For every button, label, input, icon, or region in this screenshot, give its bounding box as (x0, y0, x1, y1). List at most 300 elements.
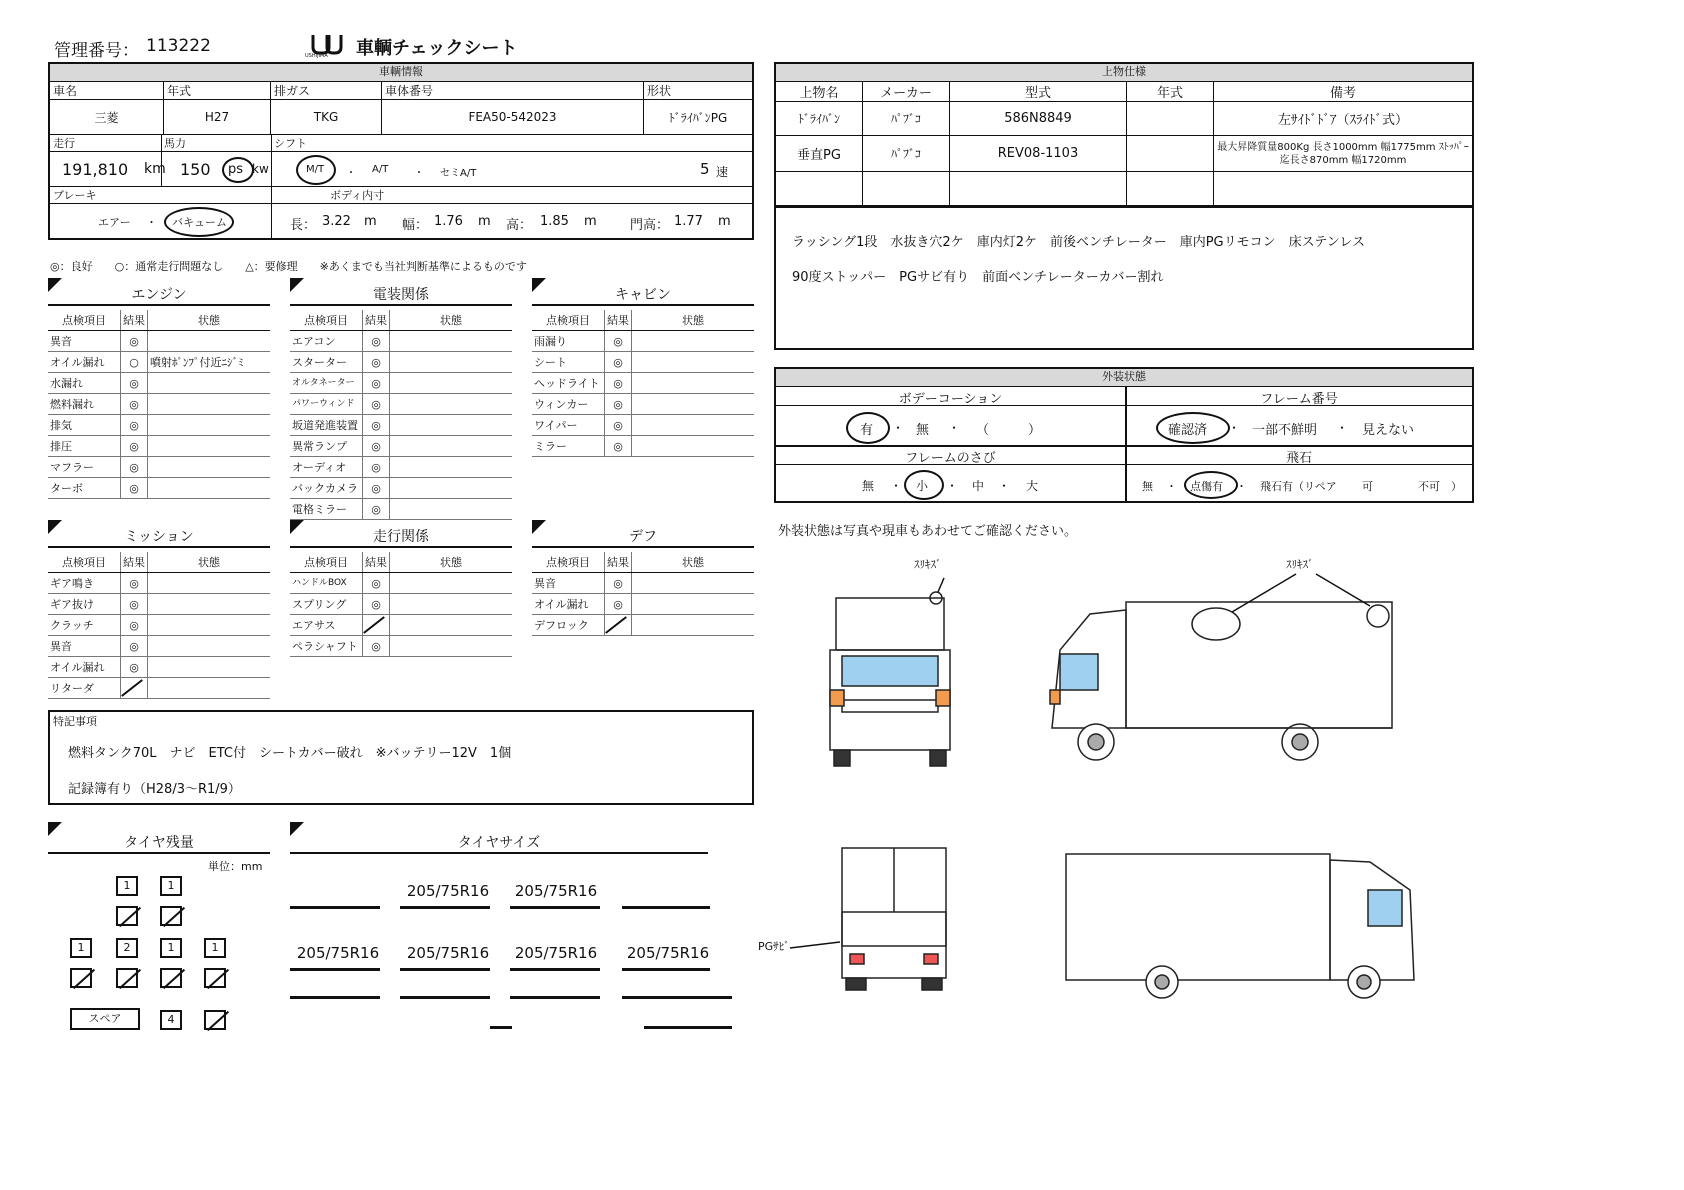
check-row (532, 373, 754, 394)
rust-none: 無 (862, 479, 875, 493)
check-header-result: 結果 (363, 310, 390, 331)
emission-value: TKG (271, 100, 382, 135)
brake-vacuum: バキューム (172, 216, 227, 229)
dim-height-label: 高： (506, 218, 533, 233)
frame-ok-circle (1156, 412, 1230, 444)
check-row (290, 594, 512, 615)
tire-size-rear-3: 205/75R16 (514, 944, 598, 962)
page-title: 車輌チェックシート (356, 38, 518, 59)
check-row (290, 457, 512, 478)
check-row (290, 352, 512, 373)
check-item: 坂道発進装置 (290, 415, 363, 436)
rust-small: 小 (916, 479, 929, 493)
scratch-label-2: ｽﾘｷｽﾞ (1286, 558, 1314, 571)
upper-row1-model: 586N8849 (950, 102, 1127, 136)
shift-dot-1: ・ (346, 168, 356, 179)
year-value: H27 (164, 100, 271, 135)
check-state (390, 594, 513, 615)
engine-table (48, 310, 270, 499)
check-item: オルタネーター (290, 373, 363, 394)
dim-length: 3.22 (322, 214, 351, 229)
maker-label: 車名 (50, 82, 164, 100)
check-header-item: 点検項目 (290, 552, 363, 573)
check-result: ◎ (363, 331, 390, 352)
dim-length-label: 長： (290, 218, 317, 233)
check-row (48, 478, 270, 499)
check-row (48, 373, 270, 394)
tire-line (400, 906, 490, 909)
check-row (532, 594, 754, 615)
check-header-state: 状態 (390, 310, 513, 331)
sep-dot: ・ (946, 479, 959, 493)
tire-front-right: 1 (160, 876, 182, 896)
n/a-slash (363, 616, 385, 634)
check-item: 異音 (48, 331, 121, 352)
check-result: ◎ (363, 636, 390, 657)
check-item: オイル漏れ (48, 657, 121, 678)
check-item: 燃料漏れ (48, 394, 121, 415)
frame-ok: 確認済 (1168, 423, 1208, 438)
check-row (290, 394, 512, 415)
stone-repair-ok: 可 (1362, 480, 1373, 493)
shift-at: A/T (372, 164, 389, 175)
check-result: ◎ (363, 415, 390, 436)
logo-text: USHIJIMA (305, 53, 328, 59)
vehicle-info-box (48, 62, 754, 240)
check-item: 電格ミラー (290, 499, 363, 520)
stone-dent: 点傷有 (1190, 480, 1223, 493)
check-state (632, 373, 755, 394)
tire-line (290, 968, 380, 971)
check-header-result: 結果 (121, 310, 148, 331)
mileage-unit: km (144, 161, 166, 177)
power-unit-ps: ps (228, 162, 244, 177)
check-header-result: 結果 (605, 552, 632, 573)
check-result: ◎ (363, 499, 390, 520)
tire-front-left-n/a (116, 906, 138, 926)
check-item: スターター (290, 352, 363, 373)
truck-front-view (830, 592, 950, 766)
mt-circle (296, 155, 336, 185)
cabin-table (532, 310, 754, 457)
pg-rust-label: PGｻﾋﾞ (758, 940, 790, 953)
upper-row1-note: 左ｻｲﾄﾞﾄﾞｱ（ｽﾗｲﾄﾞ式） (1214, 102, 1473, 136)
dim-width-unit: m (478, 214, 491, 229)
tire-line (510, 968, 600, 971)
electric-title: 電装関係 (290, 284, 512, 306)
legend: ◎：良好 ○：通常走行問題なし △：要修理 ※あくまでも当社判断基準によるものです (50, 260, 527, 273)
shape-value: ﾄﾞﾗｲﾊﾞﾝPG (644, 100, 753, 135)
tire-rear-1: 1 (70, 938, 92, 958)
check-result: ○ (121, 352, 148, 373)
truck-diagrams (760, 550, 1440, 1000)
check-item: ミラー (532, 436, 605, 457)
check-state: 噴射ﾎﾟﾝﾌﾟ付近ﾆｼﾞﾐ (148, 352, 271, 373)
sep-dot: ・ (1166, 480, 1177, 493)
upper-col-maker: メーカー (863, 82, 950, 102)
check-state (632, 436, 755, 457)
check-item: ペラシャフト (290, 636, 363, 657)
check-header-item: 点検項目 (290, 310, 363, 331)
sep-dot: ・ (998, 479, 1011, 493)
dim-door-label: 門高： (630, 218, 670, 233)
shift-label: シフト (274, 137, 307, 150)
check-state (148, 457, 271, 478)
annotation-arrows (790, 574, 1370, 948)
check-row (48, 573, 270, 594)
check-item: ハンドルBOX (290, 573, 363, 594)
check-state (390, 499, 513, 520)
tire-line (290, 996, 380, 999)
check-item: オーディオ (290, 457, 363, 478)
check-row (290, 436, 512, 457)
check-state (390, 478, 513, 499)
special-notes-box (48, 710, 754, 805)
exterior-box (774, 367, 1474, 503)
brake-dot: ・ (146, 216, 157, 229)
upper-row2-note: 最大昇降質量800Kg 長さ1000mm 幅1775mm ｽﾄｯﾊﾟｰ迄長さ870mm 幅1720mm (1214, 136, 1473, 172)
mileage-label: 走行 (53, 137, 75, 150)
ps-circle (222, 157, 254, 183)
check-result: ◎ (121, 436, 148, 457)
check-state (148, 415, 271, 436)
management-number-label: 管理番号： (54, 41, 139, 61)
tire-size-rear-1: 205/75R16 (296, 944, 380, 962)
decoration-paren: （ ） (976, 423, 1042, 438)
dim-width: 1.76 (434, 214, 463, 229)
check-item: 水漏れ (48, 373, 121, 394)
rust-title: フレームのさび (905, 451, 996, 466)
check-result: ◎ (121, 478, 148, 499)
shift-dot-2: ・ (414, 168, 424, 179)
upper-row1-name: ﾄﾞﾗｲﾊﾞﾝ (776, 102, 863, 136)
check-result: ◎ (121, 415, 148, 436)
check-row (290, 415, 512, 436)
n/a-slash (605, 616, 627, 634)
check-state (148, 436, 271, 457)
tire-line (290, 906, 380, 909)
tire-rear-4: 1 (204, 938, 226, 958)
decoration-title: ボデーコーション (898, 392, 1003, 407)
check-result: ◎ (605, 373, 632, 394)
check-state (390, 394, 513, 415)
check-row (48, 436, 270, 457)
tire-size-rear-4: 205/75R16 (626, 944, 710, 962)
sep-dot: ・ (1236, 480, 1247, 493)
check-state (390, 615, 513, 636)
check-result: ◎ (121, 373, 148, 394)
check-row (532, 415, 754, 436)
tire-size-rear-2: 205/75R16 (406, 944, 490, 962)
check-state (632, 415, 755, 436)
check-result: ◎ (121, 615, 148, 636)
tire-rear-1-n/a (70, 968, 92, 988)
power-value: 150 (180, 160, 211, 179)
exterior-header: 外装状態 (776, 369, 1472, 387)
check-item: ギア鳴き (48, 573, 121, 594)
check-header-state: 状態 (632, 310, 755, 331)
check-result: ◎ (121, 331, 148, 352)
check-row (48, 615, 270, 636)
check-item: 異常ランプ (290, 436, 363, 457)
chassis-label: 車体番号 (382, 82, 644, 100)
check-item: 異音 (48, 636, 121, 657)
check-header-state: 状態 (148, 310, 271, 331)
brake-label: ブレーキ (53, 189, 97, 202)
check-header-result: 結果 (121, 552, 148, 573)
tire-size-title: タイヤサイズ (290, 832, 708, 854)
spare-label: スペア (70, 1008, 140, 1030)
stone-title: 飛石 (1285, 451, 1312, 466)
check-state (148, 373, 271, 394)
check-state (390, 436, 513, 457)
check-result: ◎ (121, 573, 148, 594)
engine-title: エンジン (48, 284, 270, 306)
check-state (390, 331, 513, 352)
running-table (290, 552, 512, 657)
check-state (148, 394, 271, 415)
upper-row3-maker (863, 172, 950, 206)
check-item: 異音 (532, 573, 605, 594)
power-label: 馬力 (164, 137, 186, 150)
check-row (290, 499, 512, 520)
upper-row3-note (1214, 172, 1473, 206)
check-state (148, 636, 271, 657)
check-row (48, 457, 270, 478)
check-state (390, 415, 513, 436)
tire-size-front-1: 205/75R16 (406, 882, 490, 900)
check-state (148, 657, 271, 678)
upper-spec-header: 上物仕様 (776, 64, 1472, 82)
tire-spare-n/a (204, 1010, 226, 1030)
check-result: ◎ (605, 352, 632, 373)
check-state (390, 373, 513, 394)
check-item: 雨漏り (532, 331, 605, 352)
shift-mt: M/T (306, 164, 325, 175)
gears-value: 5 (700, 160, 710, 178)
rust-mid: 中 (972, 479, 985, 493)
dim-width-label: 幅： (402, 218, 429, 233)
check-header-result: 結果 (605, 310, 632, 331)
check-item: クラッチ (48, 615, 121, 636)
power-unit-kw: kw (252, 162, 269, 176)
chassis-value: FEA50-542023 (382, 100, 644, 135)
check-item: リターダ (48, 678, 121, 699)
maker-value: 三菱 (50, 100, 164, 135)
vehicle-info-table (49, 81, 753, 135)
check-state (390, 636, 513, 657)
upper-notes-line1: ラッシング1段 水抜き穴2ケ 庫内灯2ケ 前後ベンチレーター 庫内PGリモコン 床ステンレス (792, 235, 1365, 250)
check-item: バックカメラ (290, 478, 363, 499)
check-state (148, 678, 271, 699)
check-result: ◎ (363, 457, 390, 478)
mission-title: ミッション (48, 526, 270, 548)
check-header-state: 状態 (148, 552, 271, 573)
sep-dot: ・ (890, 479, 903, 493)
upper-row2-model: REV08-1103 (950, 136, 1127, 172)
check-row (532, 615, 754, 636)
decoration-no: 無 (916, 423, 930, 438)
check-result: ◎ (363, 352, 390, 373)
check-item: 排圧 (48, 436, 121, 457)
check-row (48, 331, 270, 352)
check-result: ◎ (121, 657, 148, 678)
stone-chip: 飛石有（リペア (1260, 480, 1337, 493)
upper-row2-maker: ﾊﾟﾌﾞｺ (863, 136, 950, 172)
check-row (532, 573, 754, 594)
sep-dot: ・ (892, 421, 905, 435)
check-result: ◎ (363, 478, 390, 499)
gears-unit: 速 (716, 165, 729, 179)
truck-side-view (1050, 602, 1392, 760)
check-item: スプリング (290, 594, 363, 615)
tire-rear-3: 1 (160, 938, 182, 958)
check-row (290, 615, 512, 636)
tire-rear-2: 2 (116, 938, 138, 958)
mileage-value: 191,810 (62, 160, 129, 179)
check-row (48, 657, 270, 678)
special-line2: 記録簿有り（H28/3～R1/9） (68, 782, 241, 797)
frame-no-title: フレーム番号 (1260, 392, 1338, 407)
check-item: エアサス (290, 615, 363, 636)
vacuum-circle (164, 207, 234, 237)
exterior-note: 外装状態は写真や現車もあわせてご確認ください。 (778, 524, 1078, 539)
check-result: ◎ (363, 373, 390, 394)
check-item: ウィンカー (532, 394, 605, 415)
check-header-result: 結果 (363, 552, 390, 573)
special-line1: 燃料タンク70L ナビ ETC付 シートカバー破れ ※バッテリー12V 1個 (68, 746, 512, 761)
check-row (48, 594, 270, 615)
running-title: 走行関係 (290, 526, 512, 548)
tire-line (510, 906, 600, 909)
check-result: ◎ (121, 594, 148, 615)
dim-length-unit: m (364, 214, 377, 229)
check-row (48, 636, 270, 657)
frame-partial: 一部不鮮明 (1252, 423, 1318, 438)
check-state (632, 331, 755, 352)
tire-rear-4-n/a (204, 968, 226, 988)
upper-col-year: 年式 (1127, 82, 1214, 102)
check-result: ◎ (121, 394, 148, 415)
check-result: ◎ (363, 394, 390, 415)
check-result: ◎ (605, 331, 632, 352)
tire-line (644, 1026, 732, 1029)
tire-unit: 単位：mm (208, 860, 263, 873)
frame-none: 見えない (1362, 423, 1415, 438)
upper-col-model: 型式 (950, 82, 1127, 102)
vehicle-info-header: 車輌情報 (50, 64, 752, 82)
check-row (532, 352, 754, 373)
cabin-title: キャビン (532, 284, 754, 306)
check-state (148, 331, 271, 352)
check-row (290, 573, 512, 594)
brake-air: エアー (98, 216, 131, 229)
check-state (390, 573, 513, 594)
tire-front-right-n/a (160, 906, 182, 926)
scratch-label-1: ｽﾘｷｽﾞ (914, 558, 942, 571)
upper-row3-year (1127, 172, 1214, 206)
check-result (363, 615, 390, 636)
check-header-state: 状態 (632, 552, 755, 573)
tire-size-front-2: 205/75R16 (514, 882, 598, 900)
check-row (290, 636, 512, 657)
check-row (48, 415, 270, 436)
check-row (48, 394, 270, 415)
check-state (632, 615, 755, 636)
check-result: ◎ (605, 415, 632, 436)
check-result: ◎ (363, 594, 390, 615)
check-item: 排気 (48, 415, 121, 436)
check-row (48, 678, 270, 699)
tire-line (622, 996, 732, 999)
tire-remain-title: タイヤ残量 (48, 832, 270, 854)
tire-rear-3-n/a (160, 968, 182, 988)
check-item: ターボ (48, 478, 121, 499)
check-state (390, 457, 513, 478)
stone-dent-circle (1184, 471, 1238, 499)
upper-row2-name: 垂直PG (776, 136, 863, 172)
n/a-slash (121, 679, 143, 697)
upper-spec-box (774, 62, 1474, 350)
check-state (632, 594, 755, 615)
check-header-item: 点検項目 (48, 552, 121, 573)
shape-label: 形状 (644, 82, 753, 100)
check-result: ◎ (121, 636, 148, 657)
management-number: 113222 (146, 36, 211, 56)
upper-col-name: 上物名 (776, 82, 863, 102)
check-item: シート (532, 352, 605, 373)
dim-height-unit: m (584, 214, 597, 229)
truck-side-view-2 (1066, 854, 1414, 998)
check-state (632, 352, 755, 373)
check-state (632, 573, 755, 594)
dim-height: 1.85 (540, 214, 569, 229)
body-inner-label: ボディ内寸 (330, 189, 385, 202)
diff-table (532, 552, 754, 636)
check-item: デフロック (532, 615, 605, 636)
check-item: エアコン (290, 331, 363, 352)
tire-line (510, 996, 600, 999)
check-state (632, 394, 755, 415)
upper-notes-line2: 90度ストッパー PGサビ有り 前面ベンチレーターカバー割れ (792, 270, 1164, 285)
upper-row2-year (1127, 136, 1214, 172)
truck-rear-view (842, 848, 946, 990)
upper-col-note: 備考 (1214, 82, 1473, 102)
check-state (390, 352, 513, 373)
decoration-yes: 有 (860, 423, 874, 438)
emission-label: 排ガス (271, 82, 382, 100)
check-item: ギア抜け (48, 594, 121, 615)
check-row (532, 331, 754, 352)
tire-line (622, 968, 710, 971)
dim-door: 1.77 (674, 214, 703, 229)
check-result: ◎ (605, 394, 632, 415)
tire-line (490, 1026, 512, 1029)
upper-row3-model (950, 172, 1127, 206)
check-state (148, 478, 271, 499)
sep-dot: ・ (948, 421, 961, 435)
dim-door-unit: m (718, 214, 731, 229)
sep-dot: ・ (1336, 421, 1349, 435)
check-item: ヘッドライト (532, 373, 605, 394)
check-state (148, 594, 271, 615)
check-result: ◎ (363, 573, 390, 594)
sep-dot: ・ (1228, 421, 1241, 435)
rust-small-circle (904, 470, 944, 500)
check-row (290, 331, 512, 352)
year-label: 年式 (164, 82, 271, 100)
shift-semi: セミA/T (440, 168, 477, 179)
